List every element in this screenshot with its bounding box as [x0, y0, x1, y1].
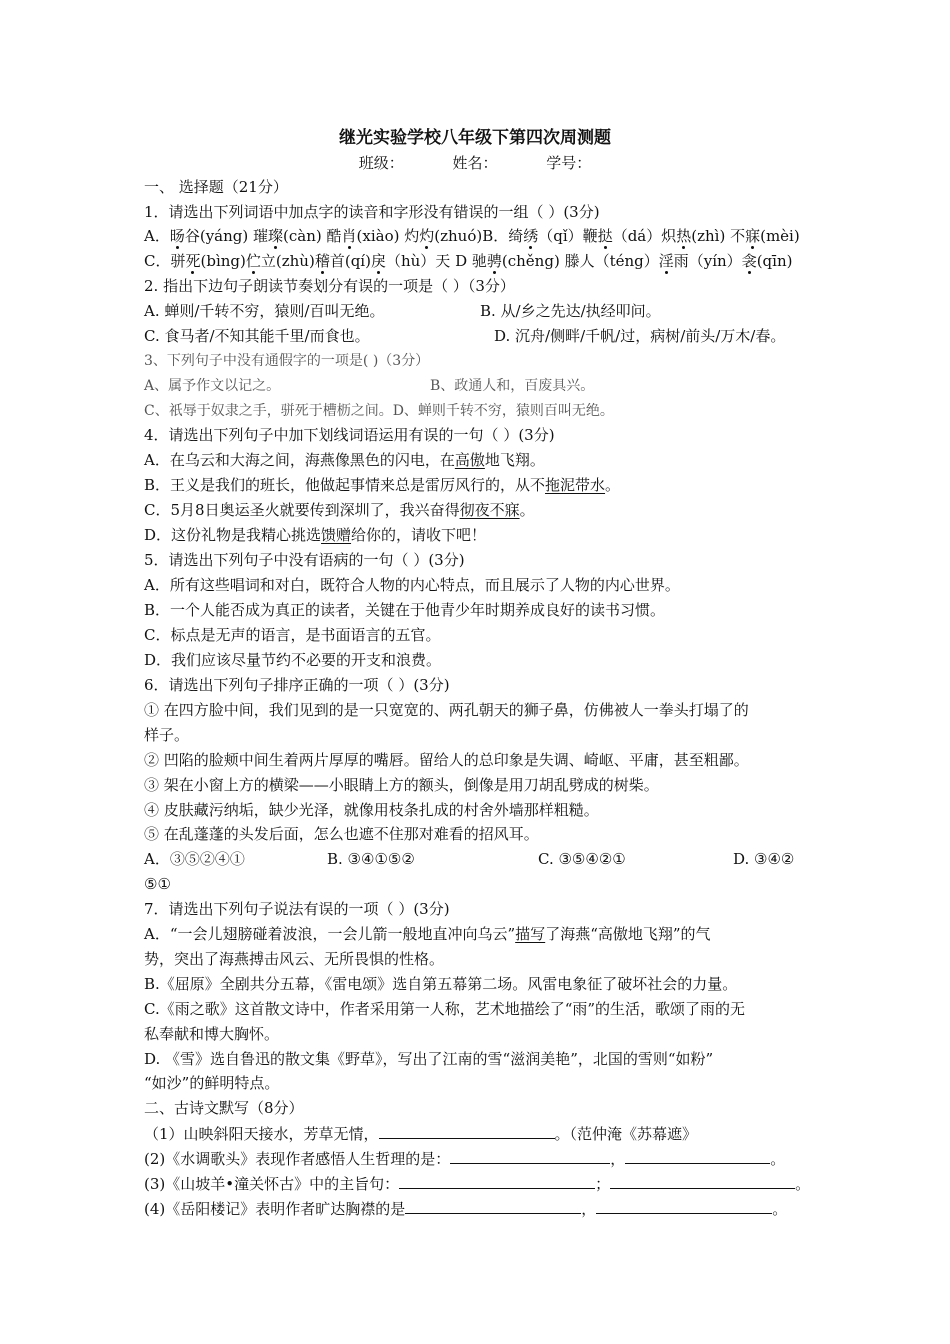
q5-option-b: B．一个人能否成为真正的读者，关键在于他青少年时期养成良好的读书习惯。 — [144, 601, 666, 619]
q6-sentence-1-cont: 样子。 — [144, 726, 190, 744]
q6-option-d: D. ③④② — [733, 850, 795, 868]
answer-blank[interactable] — [625, 1148, 770, 1164]
q5-option-d: D．我们应该尽量节约不必要的开支和浪费。 — [144, 651, 442, 669]
dotted-char: 热 — [676, 227, 692, 245]
q5-option-a: A．所有这些唱词和对白，既符合人物的内心特点，而且展示了人物的内心世界。 — [144, 576, 680, 594]
answer-blank[interactable] — [405, 1198, 581, 1214]
dotted-char: 肖 — [341, 227, 357, 245]
q3-stem: 3、下列句子中没有通假字的一项是( )（3分） — [144, 353, 430, 369]
q2-stem: 2. 指出下边句子朗读节奏划分有误的一项是（ ）（3分） — [144, 277, 515, 295]
dotted-char: 骋 — [486, 252, 502, 270]
q7-option-c: C.《雨之歌》这首散文诗中，作者采用第一人称，艺术地描绘了“雨”的生活，歌颂了雨的无 — [144, 1000, 746, 1018]
underlined-word: 高傲 — [454, 451, 485, 469]
q6-option-c: C. ③⑤④②① — [538, 850, 626, 868]
dotted-char: 死 — [185, 252, 201, 270]
page-title: 继光实验学校八年级下第四次周测题 — [339, 128, 611, 148]
q3-options-cd: C、祇辱于奴隶之手，骈死于槽枥之间。D、蝉则千转不穷，猿则百叫无绝。 — [144, 403, 614, 419]
dotted-char: 淫 — [658, 252, 674, 270]
q6-option-a: A．③⑤②④① — [144, 850, 245, 868]
dotted-char: 戾 — [370, 252, 386, 270]
recitation-line-4: (4)《岳阳楼记》表明作者旷达胸襟的是 ， 。 — [144, 1200, 788, 1218]
dotted-char: 灼 — [419, 227, 435, 245]
q4-option-c: C．5月8日奥运圣火就要传到深圳了，我兴奋得彻夜不寐。 — [144, 501, 535, 519]
q2-option-d: D. 沉舟/侧畔/千帆/过，病树/前头/万木/春。 — [494, 327, 786, 345]
q7-option-c-cont: 私奉献和博大胸怀。 — [144, 1025, 280, 1043]
recitation-line-1: （1）山映斜阳天接水，芳草无情， 。（范仲淹《苏幕遮》 — [144, 1125, 698, 1143]
q5-option-c: C．标点是无声的语言，是书面语言的五官。 — [144, 626, 441, 644]
underlined-word: 拖泥带水 — [545, 476, 606, 494]
q7-option-d-cont: “如沙”的鲜明特点。 — [144, 1074, 280, 1092]
q7-stem: 7．请选出下列句子说法有误的一项（ ）(3分) — [144, 900, 450, 918]
q6-sentence-2: ② 凹陷的脸颊中间生着两片厚厚的嘴唇。留给人的总印象是失调、崎岖、平庸，甚至粗鄙。 — [144, 751, 749, 769]
q2-option-b: B. 从/乡之先达/执经叩问。 — [480, 302, 661, 320]
q5-stem: 5．请选出下列句子中没有语病的一句（ ）(3分) — [144, 551, 465, 569]
underlined-word: 彻夜不寐 — [459, 501, 520, 519]
underlined-word: 馈赠 — [321, 526, 352, 544]
section2-heading: 二、古诗文默写（8分） — [144, 1099, 304, 1117]
answer-blank[interactable] — [399, 1173, 595, 1189]
dotted-char: 挞 — [597, 227, 613, 245]
name-label: 姓名： — [452, 154, 498, 172]
q4-option-d: D．这份礼物是我精心挑选馈赠给你的，请收下吧！ — [144, 526, 487, 544]
q3-option-b: B、政通人和，百废具兴。 — [430, 378, 595, 394]
class-label: 班级： — [358, 154, 404, 172]
q7-option-b: B.《屈原》全剧共分五幕，《雷电颂》选自第五幕第二场。风雷电象征了破坏社会的力量。 — [144, 975, 738, 993]
dotted-char: 绣 — [523, 227, 539, 245]
underlined-word: 描写 — [515, 925, 546, 943]
answer-blank[interactable] — [610, 1173, 795, 1189]
recitation-line-2: (2)《水调歌头》表现作者感悟人生哲理的是： ， 。 — [144, 1150, 786, 1168]
q1-options-cd: C．骈死(bìng)伫立(zhù)稽首(qí)戾（hù）天 D 驰骋(chěng) 滕人（téng）淫雨（yín）衾(qīn) — [144, 252, 793, 270]
q6-sentence-3: ③ 架在小窗上方的横梁——小眼睛上方的额头，倒像是用刀胡乱劈成的树柴。 — [144, 776, 659, 794]
section1-heading: 一、 选择题（21分） — [144, 178, 288, 196]
q6-option-d-cont: ⑤① — [144, 875, 171, 893]
answer-blank[interactable] — [450, 1148, 610, 1164]
dotted-char: 衾 — [741, 252, 757, 270]
student-id-label: 学号： — [546, 154, 592, 172]
q6-option-b: B. ③④①⑤② — [327, 850, 415, 868]
q7-option-a-cont: 势，突出了海燕搏击风云、无所畏惧的性格。 — [144, 950, 445, 968]
q6-sentence-1: ① 在四方脸中间，我们见到的是一只宽宽的、两孔朝天的狮子鼻，仿佛被人一拳头打塌了的 — [144, 701, 749, 719]
dotted-char: 璨 — [268, 227, 284, 245]
q1-stem: 1．请选出下列词语中加点字的读音和字形没有错误的一组（ ）(3分) — [144, 203, 600, 221]
dotted-char: 稽 — [314, 252, 330, 270]
q7-option-a: A．“一会儿翅膀碰着波浪，一会儿箭一般地直冲向乌云”描写了海燕“高傲地飞翔”的气 — [144, 925, 711, 943]
answer-blank[interactable] — [596, 1198, 772, 1214]
dotted-char: 旸 — [169, 227, 185, 245]
q1-options-ab: A．旸谷(yáng) 璀璨(càn) 酷肖(xiào) 灼灼(zhuó)B．绮绣（qǐ）鞭挞（dá）炽热(zhì) 不寐(mèi) — [144, 227, 800, 245]
q6-stem: 6．请选出下列句子排序正确的一项（ ）(3分) — [144, 676, 450, 694]
answer-blank[interactable] — [379, 1123, 555, 1139]
dotted-char: 寐 — [745, 227, 761, 245]
q2-option-a: A. 蝉则/千转不穷，猿则/百叫无绝。 — [144, 302, 385, 320]
q4-option-b: B．王义是我们的班长，他做起事情来总是雷厉风行的，从不拖泥带水。 — [144, 476, 621, 494]
q6-sentence-4: ④ 皮肤藏污纳垢，缺少光泽，就像用枝条扎成的村舍外墙那样粗糙。 — [144, 801, 599, 819]
q7-option-d: D. 《雪》选自鲁迅的散文集《野草》，写出了江南的雪“滋润美艳”，北国的雪则“如粉” — [144, 1050, 714, 1068]
student-info-line — [0, 153, 950, 173]
recitation-line-3: (3)《山坡羊•潼关怀古》中的主旨句： ； 。 — [144, 1175, 811, 1193]
q2-option-c: C. 食马者/不知其能千里/而食也。 — [144, 327, 370, 345]
q4-stem: 4．请选出下列句子中加下划线词语运用有误的一句（ ）(3分) — [144, 426, 555, 444]
q6-sentence-5: ⑤ 在乱蓬蓬的头发后面，怎么也遮不住那对难看的招风耳。 — [144, 825, 539, 843]
q4-option-a: A．在乌云和大海之间，海燕像黑色的闪电，在高傲地飞翔。 — [144, 451, 545, 469]
dotted-char: 伫 — [245, 252, 261, 270]
q3-option-a: A、属予作文以记之。 — [144, 378, 281, 394]
